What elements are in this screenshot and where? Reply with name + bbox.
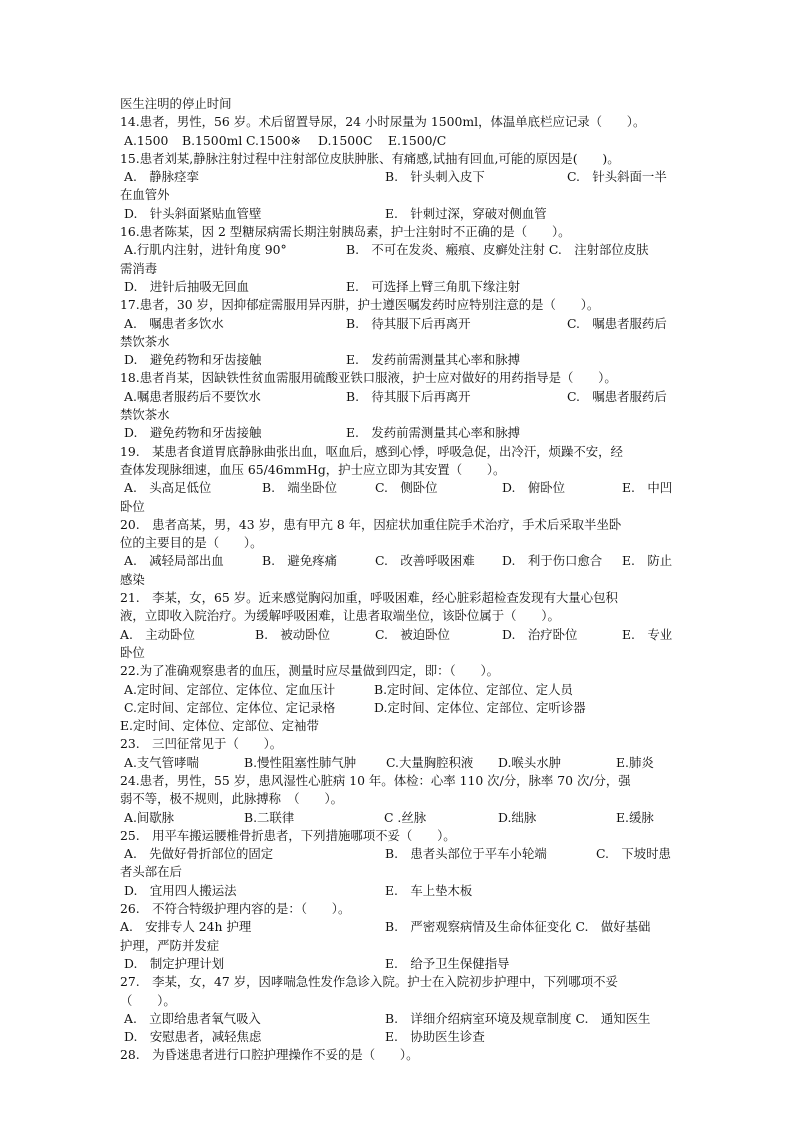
text-segment: B.二联律: [244, 809, 295, 825]
text-line: [120, 992, 680, 1010]
text-segment: A.支气管哮喘: [124, 754, 199, 770]
text-segment: A.间歇脉: [124, 809, 175, 825]
text-segment: E. 专业: [622, 626, 673, 642]
text-segment: 20. 患者高某，男，43 岁，患有甲亢 8 年，因症状加重住院手术治疗，手术后采取半坐卧: [120, 516, 622, 532]
text-segment: D.定时间、定体位、定部位、定听诊器: [374, 699, 586, 715]
text-segment: B. 针头刺入皮下: [385, 169, 485, 185]
text-segment: 查体发现脉细速，血压 65/46mmHg，护士应立即为其安置（ ）。: [120, 461, 506, 477]
text-segment: 卧位: [120, 498, 145, 514]
text-segment: A.定时间、定部位、定体位、定血压计: [124, 681, 336, 697]
text-segment: A. 立即给患者氧气吸入: [124, 1010, 261, 1026]
text-line: [120, 845, 680, 863]
text-segment: A.1500: [124, 132, 169, 148]
text-segment: D. 避免药物和牙齿接触: [124, 425, 262, 441]
text-line: [120, 790, 680, 808]
text-segment: 医生注明的停止时间: [120, 96, 232, 111]
text-segment: E. 针刺过深，穿破对侧血管: [385, 205, 547, 221]
text-line: [120, 973, 680, 991]
text-segment: B. 待其服下后再离开: [346, 315, 471, 331]
text-line: [120, 681, 680, 699]
text-segment: B.慢性阻塞性肺气肿: [244, 754, 357, 770]
text-segment: B. 避免疼痛: [262, 553, 337, 569]
text-segment: D.绌脉: [498, 809, 537, 825]
text-line: [120, 388, 680, 406]
text-line: [120, 369, 680, 387]
text-line: [120, 351, 680, 369]
text-segment: D. 避免药物和牙齿接触: [124, 352, 262, 368]
text-segment: 24.患者，男性，55 岁，患风湿性心脏病 10 年。体检：心率 110 次/分，脉率 70 次/分，强: [120, 772, 631, 788]
text-segment: 16.患者陈某，因 2 型糖尿病需长期注射胰岛素，护士注射时不正确的是（ ）。: [120, 224, 571, 240]
text-line: [120, 918, 680, 936]
text-segment: 27. 李某，女，47 岁，因哮喘急性发作急诊入院。护士在入院初步护理中，下列哪项不妥: [120, 974, 618, 990]
text-line: [120, 296, 680, 314]
text-line: [120, 571, 680, 589]
text-segment: E. 可选择上臂三角肌下缘注射: [346, 278, 521, 294]
text-line: [120, 443, 680, 461]
text-line: [120, 461, 680, 479]
text-segment: 19. 某患者食道胃底静脉曲张出血，呕血后，感到心悸，呼吸急促，出冷汗，烦躁不安，经: [120, 443, 623, 459]
text-segment: B. 端坐卧位: [262, 480, 337, 496]
text-segment: D. 进针后抽吸无回血: [124, 278, 249, 294]
text-segment: C .丝脉: [384, 809, 427, 825]
text-line: [120, 882, 680, 900]
text-line: [120, 260, 680, 278]
text-line: [120, 717, 680, 735]
text-line: [120, 479, 680, 497]
text-segment: 液，立即收入院治疗。为缓解呼吸困难，让患者取端坐位，该卧位属于（ ）。: [120, 608, 560, 624]
text-segment: C. 被迫卧位: [375, 626, 450, 642]
text-segment: （ ）。: [120, 992, 176, 1008]
text-line: [120, 863, 680, 881]
text-line: [120, 900, 680, 918]
text-segment: 17.患者，30 岁，因抑郁症需服用异丙肼，护士遵医嘱发药时应特别注意的是（ ）。: [120, 297, 600, 313]
text-segment: 21. 李某，女，65 岁。近来感觉胸闷加重，呼吸困难，经心脏彩超检查发现有大量心包积: [120, 590, 618, 606]
text-segment: B. 详细介绍病室环境及规章制度 C. 通知医生: [385, 1010, 651, 1026]
text-segment: 者头部在后: [120, 864, 182, 880]
text-line: [120, 1046, 680, 1064]
text-line: [120, 552, 680, 570]
text-line: [120, 241, 680, 259]
text-segment: A. 减轻局部出血: [124, 553, 224, 569]
text-segment: B. 严密观察病情及生命体征变化 C. 做好基础: [385, 919, 651, 935]
text-segment: D. 治疗卧位: [502, 626, 578, 642]
text-segment: 弱不等，极不规则，此脉搏称 （ ）。: [120, 791, 344, 807]
document-page: [120, 95, 680, 1065]
text-line: [120, 424, 680, 442]
text-line: [120, 132, 680, 150]
text-segment: C. 嘱患者服药后: [567, 388, 667, 404]
text-segment: D.喉头水肿: [498, 754, 561, 770]
text-segment: E.肺炎: [616, 754, 654, 770]
text-segment: 22.为了准确观察患者的血压，测量时应尽量做到四定，即：（ ）。: [120, 663, 500, 679]
text-line: [120, 699, 680, 717]
text-segment: A. 主动卧位: [120, 626, 195, 642]
text-segment: 26. 不符合特级护理内容的是：（ ）。: [120, 901, 351, 917]
text-line: [120, 498, 680, 516]
text-segment: C.大量胸腔积液: [386, 754, 474, 770]
text-segment: E.缓脉: [616, 809, 654, 825]
text-segment: D. 俯卧位: [502, 480, 565, 496]
text-line: [120, 589, 680, 607]
text-segment: 28. 为昏迷患者进行口腔护理操作不妥的是（ ）。: [120, 1047, 419, 1063]
text-segment: E.定时间、定体位、定部位、定袖带: [120, 718, 319, 734]
text-segment: A. 安排专人 24h 护理: [120, 919, 252, 935]
text-line: [120, 955, 680, 973]
text-line: [120, 735, 680, 753]
text-segment: 禁饮茶水: [120, 333, 170, 349]
text-segment: E. 中凹: [622, 480, 673, 496]
text-segment: E.1500/C: [388, 132, 447, 148]
text-segment: D. 制定护理计划: [124, 955, 225, 971]
text-segment: 23. 三凹征常见于（ ）。: [120, 736, 283, 752]
text-segment: B. 待其服下后再离开: [346, 388, 471, 404]
text-line: [120, 168, 680, 186]
text-line: [120, 1010, 680, 1028]
text-segment: C.1500※: [246, 132, 301, 148]
text-segment: C. 嘱患者服药后: [567, 315, 667, 331]
text-segment: D. 利于伤口愈合: [502, 553, 603, 569]
text-line: [120, 223, 680, 241]
text-line: [120, 1028, 680, 1046]
text-segment: E. 协助医生诊查: [385, 1029, 485, 1045]
text-segment: A. 头高足低位: [124, 480, 212, 496]
text-line: [120, 644, 680, 662]
text-line: [120, 205, 680, 223]
text-segment: C. 针头斜面一半: [567, 169, 667, 185]
text-segment: D. 针头斜面紧贴血管壁: [124, 205, 262, 221]
text-line: [120, 607, 680, 625]
text-segment: A.嘱患者服药后不要饮水: [124, 388, 261, 404]
text-line: [120, 516, 680, 534]
text-segment: 感染: [120, 571, 145, 587]
text-segment: A. 静脉痉挛: [124, 169, 199, 185]
text-segment: C.定时间、定部位、定体位、定记录格: [124, 699, 336, 715]
text-line: [120, 113, 680, 131]
text-segment: E. 防止: [622, 553, 673, 569]
text-line: [120, 754, 680, 772]
text-segment: 卧位: [120, 644, 145, 660]
text-line: [120, 278, 680, 296]
text-segment: 禁饮茶水: [120, 407, 170, 423]
text-segment: D. 宜用四人搬运法: [124, 882, 237, 898]
text-segment: D.1500C: [318, 132, 373, 148]
text-line: [120, 406, 680, 424]
text-line: [120, 662, 680, 680]
text-segment: 需消毒: [120, 260, 158, 276]
text-line: [120, 150, 680, 168]
text-segment: C. 改善呼吸困难: [375, 553, 475, 569]
text-segment: 在血管外: [120, 187, 170, 203]
text-segment: E. 发药前需测量其心率和脉搏: [346, 425, 521, 441]
text-line: [120, 534, 680, 552]
text-segment: A.行肌内注射，进针角度 90°: [124, 242, 287, 258]
text-line: [120, 827, 680, 845]
text-segment: 位的主要目的是（ ）。: [120, 535, 263, 551]
text-segment: 护理，严防并发症: [120, 937, 220, 953]
text-segment: 15.患者刘某,静脉注射过程中注射部位皮肤肿胀、有痛感,试抽有回血,可能的原因是( )。: [120, 150, 620, 166]
text-segment: B. 患者头部位于平车小轮端: [385, 846, 547, 862]
text-segment: 18.患者肖某，因缺铁性贫血需服用硫酸亚铁口服液，护士应对做好的用药指导是（ ）。: [120, 370, 617, 386]
text-line: [120, 333, 680, 351]
text-line: [120, 95, 680, 113]
text-segment: C. 下坡时患: [596, 846, 671, 862]
text-line: [120, 315, 680, 333]
text-segment: E. 给予卫生保健指导: [385, 955, 510, 971]
text-line: [120, 809, 680, 827]
text-segment: B.定时间、定体位、定部位、定人员: [374, 681, 573, 697]
text-segment: 25. 用平车搬运腰椎骨折患者，下列措施哪项不妥（ ）。: [120, 827, 456, 843]
text-segment: E. 车上垫木板: [385, 882, 473, 898]
text-line: [120, 937, 680, 955]
text-segment: B. 被动卧位: [255, 626, 330, 642]
text-line: [120, 626, 680, 644]
text-segment: D. 安慰患者，减轻焦虑: [124, 1029, 262, 1045]
text-segment: 14.患者，男性，56 岁。术后留置导尿，24 小时尿量为 1500ml，体温单底栏应记录（ ）。: [120, 114, 646, 130]
text-segment: C. 侧卧位: [375, 480, 438, 496]
text-segment: E. 发药前需测量其心率和脉搏: [346, 352, 521, 368]
text-line: [120, 772, 680, 790]
text-line: [120, 186, 680, 204]
text-segment: A. 嘱患者多饮水: [124, 315, 224, 331]
text-segment: B. 不可在发炎、瘢痕、皮癣处注射 C. 注射部位皮肤: [346, 242, 649, 258]
text-segment: B.1500ml: [182, 132, 243, 148]
text-segment: A. 先做好骨折部位的固定: [124, 846, 274, 862]
